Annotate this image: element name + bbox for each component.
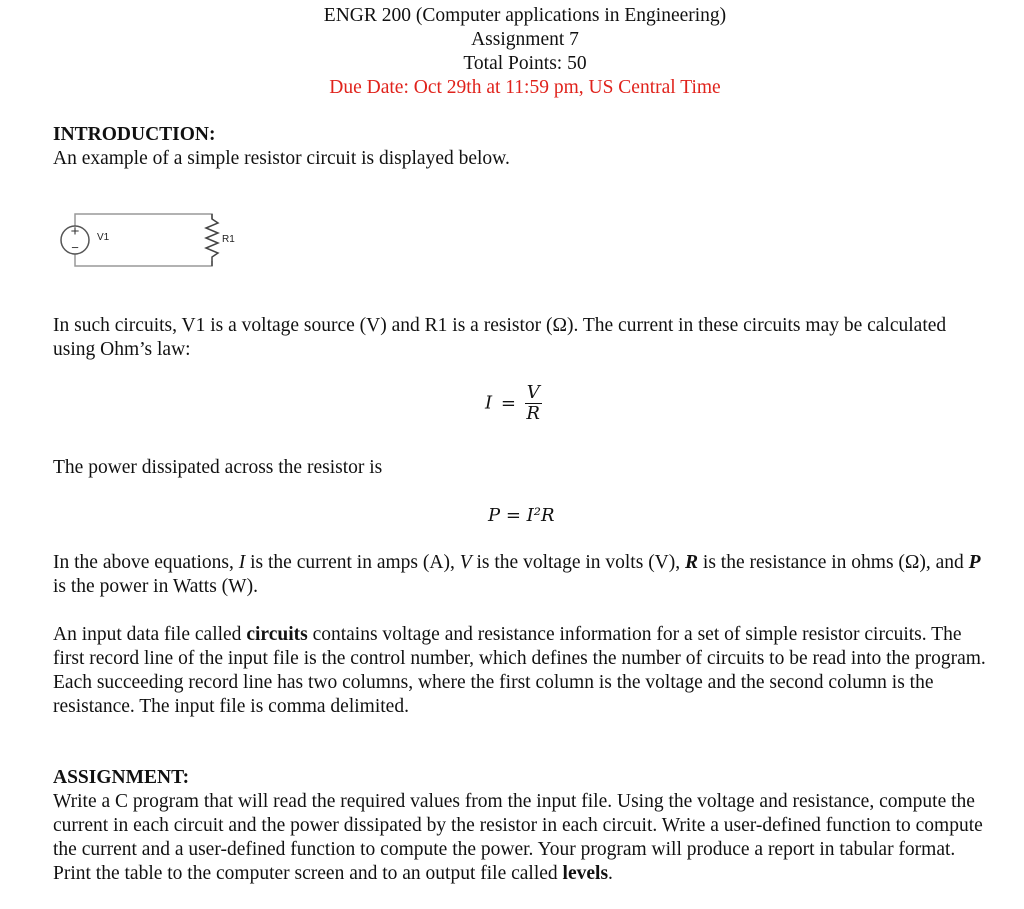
resistor-circuit-diagram [55, 205, 255, 275]
total-points: Total Points: 50 [463, 53, 587, 74]
ohms-law-paragraph: In such circuits, V1 is a voltage source (V) and R1 is a resistor (Ω). The current in these circuits may be calculated using Ohm’s law: [53, 315, 947, 360]
power-text: The power dissipated across the resistor is [53, 457, 383, 478]
resistor-label: R1 [222, 234, 235, 245]
ohms-law-equation [485, 383, 542, 424]
document-header [0, 4, 1024, 100]
source-plus-sign: + [70, 223, 80, 240]
vars-text-3: is the voltage in volts (V), [471, 552, 686, 573]
eq-numerator: V [526, 382, 540, 403]
assignment-number: Assignment 7 [471, 29, 579, 50]
input-file-paragraph [53, 623, 993, 719]
vars-text-4: is the resistance in ohms (Ω), and [698, 552, 969, 573]
circuit-wire [75, 214, 212, 266]
eq-current-symbol: I [485, 392, 493, 414]
due-date: Due Date: Oct 29th at 11:59 pm, US Central Time [329, 77, 721, 98]
var-current: I [238, 552, 246, 573]
course-title: ENGR 200 (Computer applications in Engineering) [323, 5, 727, 26]
vars-text-2: is the current in amps (A), [245, 552, 460, 573]
eq-denominator: R [526, 403, 540, 424]
variables-paragraph [53, 551, 993, 599]
power-equation: P = I²R [488, 505, 555, 526]
assignment-section [53, 766, 993, 886]
eq-equals: = [500, 392, 516, 414]
eq-fraction [525, 383, 542, 424]
assignment-heading: ASSIGNMENT: [53, 767, 190, 788]
source-minus-sign: − [71, 240, 79, 255]
var-voltage: V [459, 552, 472, 573]
assignment-text [53, 790, 993, 886]
vars-text-5: is the power in Watts (W). [53, 576, 258, 597]
assignment-text-2: . [608, 863, 613, 884]
introduction-heading: INTRODUCTION: [53, 124, 216, 145]
introduction-text: An example of a simple resistor circuit is displayed below. [53, 148, 510, 169]
input-file-name: circuits [246, 624, 308, 645]
var-power: P [968, 552, 981, 573]
vars-text-1: In the above equations, [53, 552, 239, 573]
introduction-section [53, 123, 993, 171]
input-text-1: An input data file called [53, 624, 247, 645]
source-label: V1 [97, 232, 110, 243]
assignment-text-1: Write a C program that will read the required values from the input file. Using the voltage and resistance, compute the current in each circuit and the power dissipated by the resistor in each circuit. Write a user-defined function to compute the current and a user-defined function to compute the power. Your program will produce a report in tabular format. Print the table to the computer screen and to an output file called [53, 791, 983, 884]
var-resistance: R [685, 552, 699, 573]
input-text-2: contains voltage and resistance information for a set of simple resistor circuits. The first record line of the input file is the control number, which defines the number of circuits to be read into the program. Each succeeding record line has two columns, where the first column is the voltage and the second column is the resistance. The input file is comma delimited. [53, 624, 986, 717]
output-file-name: levels [562, 863, 609, 884]
